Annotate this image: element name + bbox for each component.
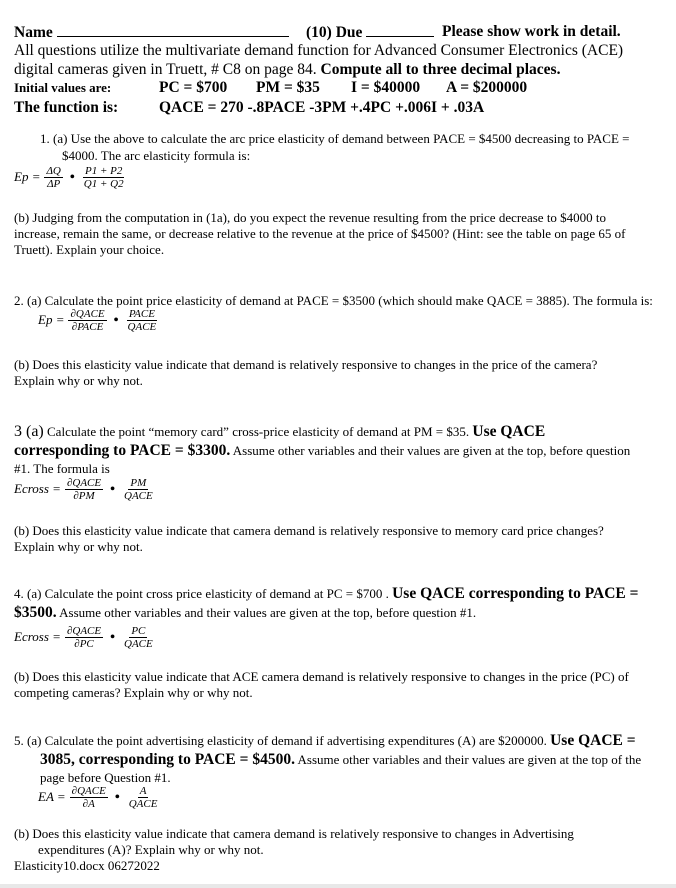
q2-fraction-2: $\frac{\text{PACE}}{\text{QACE}}$: [127, 308, 157, 333]
page-bottom-edge: [0, 884, 676, 888]
q4b-line-1: (b) Does this elasticity value indicate that ACE camera demand is relatively responsive to changes in the price (PC) of: [14, 669, 629, 684]
q4a-line-1: 4. (a) Calculate the point cross price elasticity of demand at PC = $700 . Use QACE corresponding to PACE =: [14, 585, 639, 602]
initial-pm: PM = $35: [256, 79, 320, 96]
q1a-line-2: $4000. The arc elasticity formula is:: [62, 148, 251, 163]
q4-fraction-1: $\frac{\text{∂QACE}}{\partial PC}$: [66, 625, 102, 650]
due-blank: [366, 22, 434, 37]
q2b-line-1: (b) Does this elasticity value indicate that demand is relatively responsive to changes in the price of the camera?: [14, 357, 598, 372]
name-blank: [57, 22, 289, 37]
q1b-line-2: increase, remain the same, or decrease relative to the revenue at the price of $4500? (Hint: see the table on page 65 of: [14, 226, 626, 241]
q5a-line-2: 3085, corresponding to PACE = $4500. Assume other variables and their values are given at the top of the: [40, 751, 642, 768]
q2-formula: Ep = $\frac{\text{∂QACE}}{\text{∂PACE}}$ • $\frac{\text{PACE}}{\text{QACE}}$: [38, 308, 157, 333]
q4-formula: Ecross = $\frac{\text{∂QACE}}{\partial PC}$ • $\frac{PC}{\text{QACE}}$: [14, 625, 153, 650]
q2b-line-2: Explain why or why not.: [14, 373, 143, 388]
q3a-line-2: corresponding to PACE = $3300. Assume other variables and their values are given at the top, before question: [14, 442, 631, 459]
intro-line-3: digital cameras given in Truett, # C8 on page 84. Compute all to three decimal places.: [14, 61, 561, 78]
q2-fraction-1: $\frac{\text{∂QACE}}{\text{∂PACE}}$: [70, 308, 105, 333]
q5-formula-lhs: EA =: [38, 789, 66, 805]
q4-fraction-2: $\frac{PC}{\text{QACE}}$: [124, 625, 153, 650]
intro-line-2: All questions utilize the multivariate demand function for Advanced Consumer Electronics (ACE): [14, 42, 624, 59]
initial-advertising: A = $200000: [446, 79, 528, 96]
q1-fraction-1: $\frac{\Delta Q}{\Delta P}$: [46, 165, 61, 190]
q5a-line-1: 5. (a) Calculate the point advertising elasticity of demand if advertising expenditures (A) are $200000. Use QACE =: [14, 732, 636, 749]
q1-fraction-2: $\frac{P1 + P2}{Q1 + Q2}$: [83, 165, 124, 190]
q4b-line-2: competing cameras? Explain why or why not.: [14, 685, 253, 700]
initial-pc: PC = $700: [159, 79, 228, 96]
q2-formula-lhs: Ep =: [38, 312, 65, 328]
initial-values-label: Initial values are:: [14, 80, 112, 95]
q3b-line-1: (b) Does this elasticity value indicate that camera demand is relatively responsive to memory card price changes?: [14, 523, 604, 538]
q3a-line-1: 3 (a) Calculate the point “memory card” cross-price elasticity of demand at PM = $35. Use QACE: [14, 423, 546, 440]
q5b-line-1: (b) Does this elasticity value indicate that camera demand is relatively responsive to changes in Advertising: [14, 826, 574, 841]
q1b-line-3: Truett). Explain your choice.: [14, 242, 165, 257]
q5-fraction-1: $\frac{\text{∂QACE}}{\partial A}$: [71, 785, 106, 810]
q5a-line-3: page before Question #1.: [40, 770, 171, 785]
q3-fraction-1: $\frac{\text{∂QACE}}{\partial PM}$: [66, 477, 102, 502]
q5-fraction-2: $\frac{A}{\text{QACE}}$: [128, 785, 158, 810]
q1b-line-1: (b) Judging from the computation in (1a), do you expect the revenue resulting from the price decrease to $4000 to: [14, 210, 607, 225]
q1-formula-lhs: Ep =: [14, 169, 41, 185]
q3-formula: Ecross = $\frac{\text{∂QACE}}{\partial PM}$ • $\frac{PM}{\text{QACE}}$: [14, 477, 153, 502]
q4-formula-lhs: Ecross =: [14, 629, 61, 645]
points-due: (10) Due: [306, 22, 434, 42]
q3a-line-3: #1. The formula is: [14, 461, 110, 476]
q1-formula: Ep = $\frac{\Delta Q}{\Delta P}$ • $\frac{P1 + P2}{Q1 + Q2}$: [14, 165, 124, 190]
q3b-line-2: Explain why or why not.: [14, 539, 143, 554]
demand-function: QACE = 270 -.8PACE -3PM +.4PC +.006I + .03A: [159, 99, 485, 116]
name-label: Name: [14, 22, 289, 42]
initial-income: I = $40000: [351, 79, 421, 96]
footer-filename: Elasticity10.docx 06272022: [14, 858, 160, 873]
q3-formula-lhs: Ecross =: [14, 481, 61, 497]
q2a-line-1: 2. (a) Calculate the point price elasticity of demand at PACE = $3500 (which should make QACE = 3885). The formula is:: [14, 293, 653, 308]
q5b-line-2: expenditures (A)? Explain why or why not.: [38, 842, 264, 857]
q1a-line-1: 1. (a) Use the above to calculate the arc price elasticity of demand between PACE = $4500 decreasing to PACE =: [40, 131, 630, 146]
q3-fraction-2: $\frac{PM}{\text{QACE}}$: [124, 477, 153, 502]
instruction: Please show work in detail.: [442, 23, 621, 40]
q5-formula: EA = $\frac{\text{∂QACE}}{\partial A}$ • $\frac{A}{\text{QACE}}$: [38, 785, 158, 810]
q4a-line-2: $3500. Assume other variables and their values are given at the top, before question #1.: [14, 604, 477, 621]
function-label: The function is:: [14, 99, 119, 116]
